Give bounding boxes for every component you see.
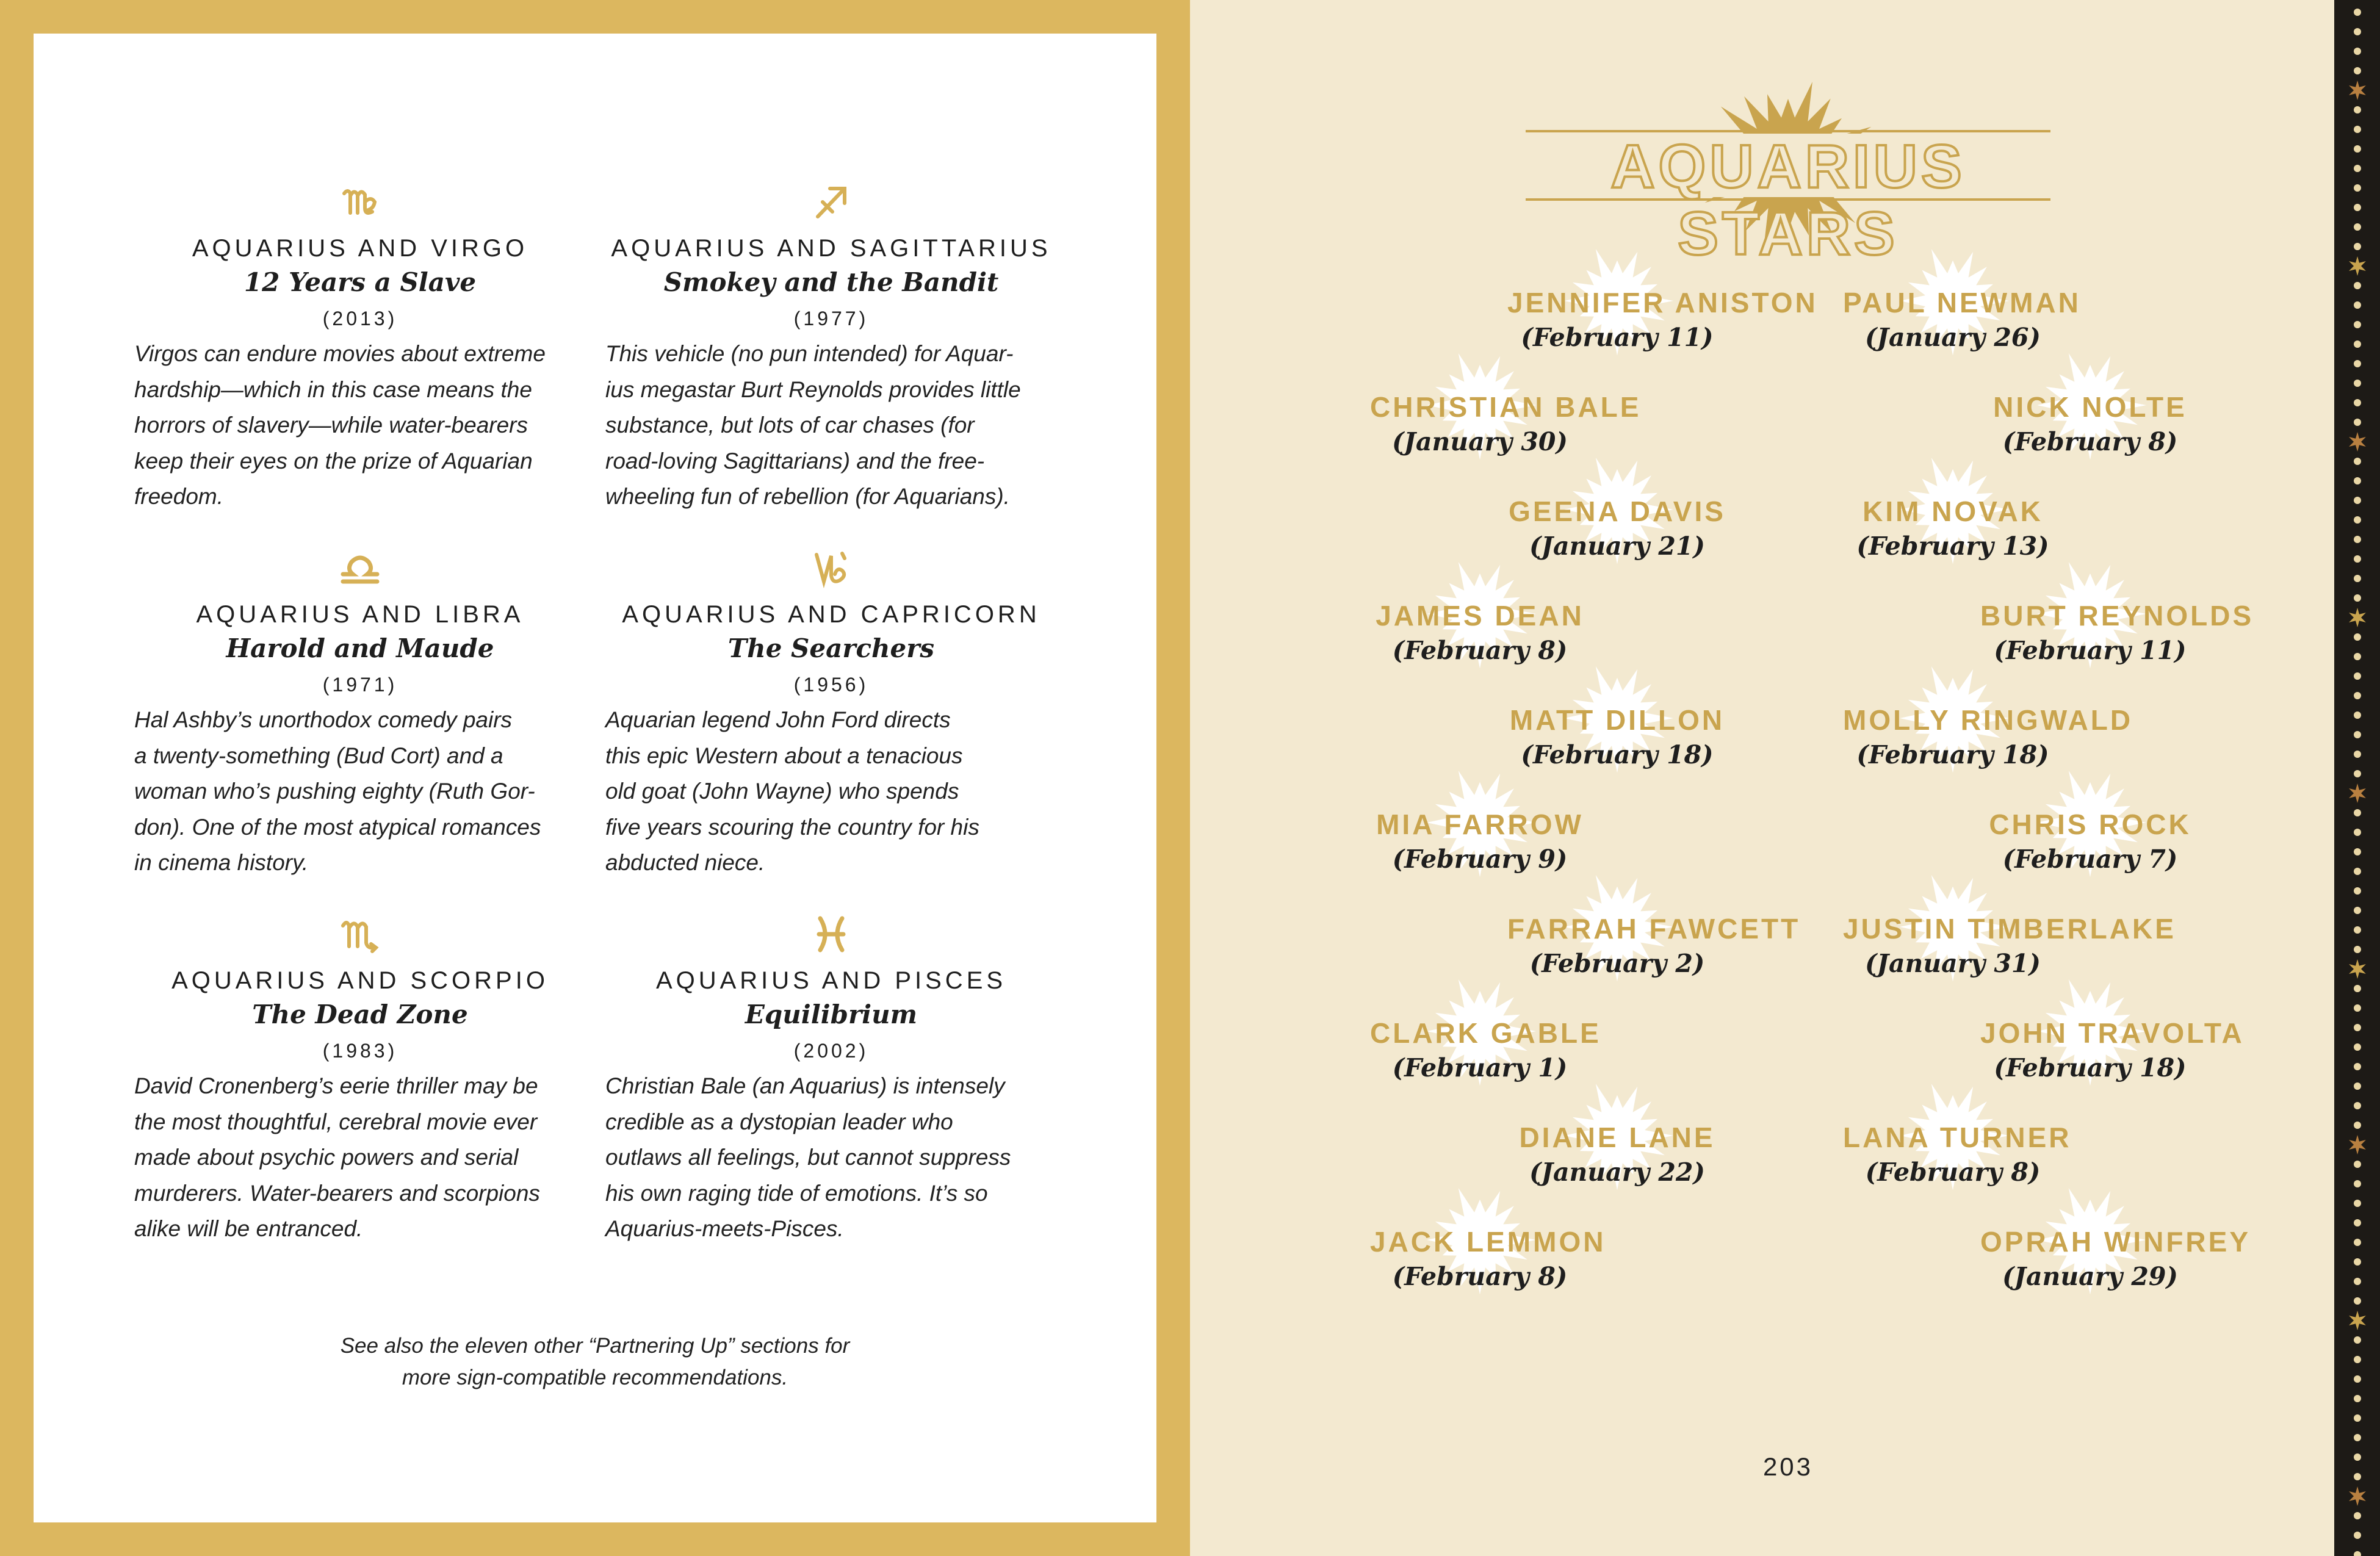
- edge-dot: [2354, 1512, 2361, 1519]
- edge-dot: [2354, 594, 2361, 602]
- edge-dot: [2354, 145, 2361, 153]
- star-entry: NICK NOLTE (February 8): [1980, 390, 2200, 459]
- edge-dot: [2354, 1414, 2361, 1422]
- edge-dot: [2354, 770, 2361, 777]
- edge-dot: [2354, 301, 2361, 309]
- movie-year: (1983): [322, 1040, 398, 1062]
- edge-dot: [2354, 1043, 2361, 1051]
- movie-year: (1977): [793, 308, 869, 330]
- pairing-heading: AQUARIUS AND VIRGO: [192, 235, 528, 262]
- edge-star: [2349, 608, 2366, 627]
- pairing-heading: AQUARIUS AND SAGITTARIUS: [611, 235, 1051, 262]
- edge-dot: [2354, 1258, 2361, 1266]
- pairing-description: This vehicle (no pun intended) for Aquar- ius megastar Burt Reynolds provides little substance, but lots of car chases (for road-loving Sagittarians) and the free- wheeling fun of rebellion (for Aquarians).: [605, 341, 1021, 509]
- edge-dot: [2354, 1200, 2361, 1207]
- edge-dot: [2354, 1356, 2361, 1363]
- edge-dot: [2354, 477, 2361, 484]
- star-entry: GEENA DAVIS (January 21): [1507, 494, 1727, 564]
- star-entry: CLARK GABLE (February 1): [1370, 1016, 1590, 1086]
- star-entry: JUSTIN TIMBERLAKE (January 31): [1843, 912, 2063, 981]
- edge-dot: [2354, 946, 2361, 953]
- edge-dot: [2354, 829, 2361, 836]
- edge-dot: [2354, 1219, 2361, 1226]
- edge-dot: [2354, 184, 2361, 192]
- pairing-heading: AQUARIUS AND LIBRA: [196, 601, 524, 628]
- star-entry: JOHN TRAVOLTA (February 18): [1980, 1016, 2200, 1086]
- edge-dot: [2354, 380, 2361, 387]
- movie-title: The Dead Zone: [252, 1000, 468, 1029]
- star-entry: PAUL NEWMAN (January 26): [1843, 286, 2063, 355]
- edge-dot: [2354, 223, 2361, 231]
- sagittarius-icon: [809, 180, 853, 224]
- pairing-description: Christian Bale (an Aquarius) is intensely credible as a dystopian leader who outlaws all feelings, but cannot suppress his own raging tide of emotions. It’s so Aquarius-meets-Pisces.: [605, 1073, 1011, 1241]
- edge-dot: [2354, 1336, 2361, 1344]
- capricorn-icon: [809, 546, 853, 590]
- pairing-description: Aquarian legend John Ford directs this epic Western about a tenacious old goat (John Wayne) who spends five years scouring the country for his abducted niece.: [605, 707, 979, 875]
- edge-dot: [2354, 1180, 2361, 1187]
- edge-dot: [2354, 536, 2361, 543]
- pairing-scorpio: [134, 912, 586, 1247]
- movie-title: 12 Years a Slave: [243, 267, 477, 297]
- edge-dot: [2354, 692, 2361, 699]
- pairing-virgo: [134, 180, 586, 515]
- edge-dot: [2354, 1278, 2361, 1285]
- edge-dot: [2354, 1161, 2361, 1168]
- pairing-description: Virgos can endure movies about extreme hardship—which in this case means the horrors of slavery—while water-bearers keep their eyes on the prize of Aquarian freedom.: [134, 341, 546, 509]
- stars-title-block: [1520, 73, 2057, 268]
- star-entry: FARRAH FAWCETT (February 2): [1507, 912, 1727, 981]
- pairing-heading: AQUARIUS AND CAPRICORN: [622, 601, 1040, 628]
- edge-star: [2349, 783, 2366, 803]
- star-entry: MIA FARROW (February 9): [1370, 807, 1590, 877]
- edge-dot: [2354, 1395, 2361, 1402]
- edge-dot: [2354, 419, 2361, 426]
- edge-dot: [2354, 848, 2361, 855]
- edge-dot: [2354, 67, 2361, 74]
- star-entry: MATT DILLON (February 18): [1507, 703, 1727, 773]
- edge-dot: [2354, 28, 2361, 35]
- movie-year: (2013): [322, 308, 398, 330]
- edge-dot: [2354, 497, 2361, 504]
- dotted-star-strip-icon: [2334, 0, 2380, 1556]
- star-entry: CHRISTIAN BALE (January 30): [1370, 390, 1590, 459]
- pairing-heading: AQUARIUS AND SCORPIO: [171, 967, 549, 994]
- page-number: 203: [1762, 1452, 1814, 1481]
- edge-dot: [2354, 516, 2361, 524]
- star-entry: MOLLY RINGWALD (February 18): [1843, 703, 2063, 773]
- stars-title: AQUARIUS STARS: [1610, 132, 1966, 268]
- edge-dot: [2354, 731, 2361, 738]
- edge-dot: [2354, 48, 2361, 55]
- pairing-capricorn: [605, 546, 1057, 881]
- movie-title: Equilibrium: [745, 1000, 918, 1029]
- edge-dot: [2354, 1024, 2361, 1031]
- edge-star: [2349, 1135, 2366, 1154]
- edge-dot: [2354, 1122, 2361, 1129]
- scorpio-icon: [338, 912, 382, 956]
- edge-dot: [2354, 165, 2361, 172]
- footnote: See also the eleven other “Partnering Up” sections for more sign-compatible recommendations.: [340, 1334, 850, 1389]
- pairing-libra: [134, 546, 586, 881]
- edge-dot: [2354, 1004, 2361, 1012]
- movie-title: Harold and Maude: [226, 633, 494, 663]
- edge-dot: [2354, 1102, 2361, 1109]
- edge-dot: [2354, 926, 2361, 934]
- virgo-icon: [338, 180, 382, 224]
- edge-dot: [2354, 360, 2361, 367]
- star-entry: JENNIFER ANISTON (February 11): [1507, 286, 1727, 355]
- star-entry: BURT REYNOLDS (February 11): [1980, 599, 2200, 668]
- pairing-description: David Cronenberg’s eerie thriller may be the most thoughtful, cerebral movie ever made about psychic powers and serial murderers. Water-bearers and scorpions alike will be entranced.: [134, 1073, 540, 1241]
- star-entry: JAMES DEAN (February 8): [1370, 599, 1590, 668]
- edge-dot: [2354, 1063, 2361, 1070]
- pairing-description: Hal Ashby’s unorthodox comedy pairs a twenty-something (Bud Cort) and a woman who’s pushing eighty (Ruth Gor- don). One of the most atypical romances in cinema history.: [134, 707, 541, 875]
- star-entry: OPRAH WINFREY (January 29): [1980, 1225, 2200, 1294]
- movie-title: The Searchers: [727, 633, 935, 663]
- decorative-page-edge: [2334, 0, 2380, 1556]
- edge-dot: [2354, 204, 2361, 211]
- pairing-sagittarius: [605, 180, 1057, 515]
- edge-star: [2349, 1486, 2366, 1506]
- movie-year: (1971): [322, 674, 398, 696]
- edge-dot: [2354, 9, 2361, 16]
- edge-dot: [2354, 575, 2361, 582]
- edge-dot: [2354, 653, 2361, 660]
- edge-dot: [2354, 887, 2361, 895]
- star-entry: DIANE LANE (January 22): [1507, 1120, 1727, 1190]
- edge-dot: [2354, 809, 2361, 816]
- edge-dot: [2354, 399, 2361, 406]
- star-entry: JACK LEMMON (February 8): [1370, 1225, 1590, 1294]
- edge-star: [2349, 256, 2366, 276]
- edge-dot: [2354, 868, 2361, 875]
- edge-dot: [2354, 282, 2361, 289]
- edge-dot: [2354, 1551, 2361, 1556]
- edge-dot: [2354, 985, 2361, 992]
- movie-year: (1956): [793, 674, 869, 696]
- edge-dot: [2354, 1532, 2361, 1539]
- edge-dot: [2354, 555, 2361, 563]
- edge-dot: [2354, 751, 2361, 758]
- edge-dot: [2354, 1082, 2361, 1090]
- edge-dot: [2354, 243, 2361, 250]
- movie-title: Smokey and the Bandit: [663, 267, 999, 297]
- pisces-icon: [809, 912, 853, 956]
- edge-star: [2349, 81, 2366, 100]
- pairing-heading: AQUARIUS AND PISCES: [655, 967, 1007, 994]
- edge-dot: [2354, 633, 2361, 641]
- edge-dot: [2354, 458, 2361, 465]
- edge-dot: [2354, 1434, 2361, 1441]
- edge-dot: [2354, 1239, 2361, 1246]
- edge-dot: [2354, 672, 2361, 680]
- movie-year: (2002): [793, 1040, 869, 1062]
- edge-dot: [2354, 1297, 2361, 1305]
- edge-star: [2349, 959, 2366, 979]
- edge-dot: [2354, 1453, 2361, 1461]
- libra-icon: [338, 546, 382, 590]
- edge-dot: [2354, 1473, 2361, 1480]
- edge-dot: [2354, 106, 2361, 113]
- star-entry: LANA TURNER (February 8): [1843, 1120, 2063, 1190]
- edge-dot: [2354, 340, 2361, 348]
- edge-dot: [2354, 126, 2361, 133]
- edge-dot: [2354, 1375, 2361, 1383]
- pairing-pisces: [605, 912, 1057, 1247]
- edge-dot: [2354, 907, 2361, 914]
- edge-star: [2349, 1311, 2366, 1330]
- edge-dot: [2354, 321, 2361, 328]
- edge-dot: [2354, 711, 2361, 719]
- edge-star: [2349, 432, 2366, 452]
- star-entry: CHRIS ROCK (February 7): [1980, 807, 2200, 877]
- star-entry: KIM NOVAK (February 13): [1843, 494, 2063, 564]
